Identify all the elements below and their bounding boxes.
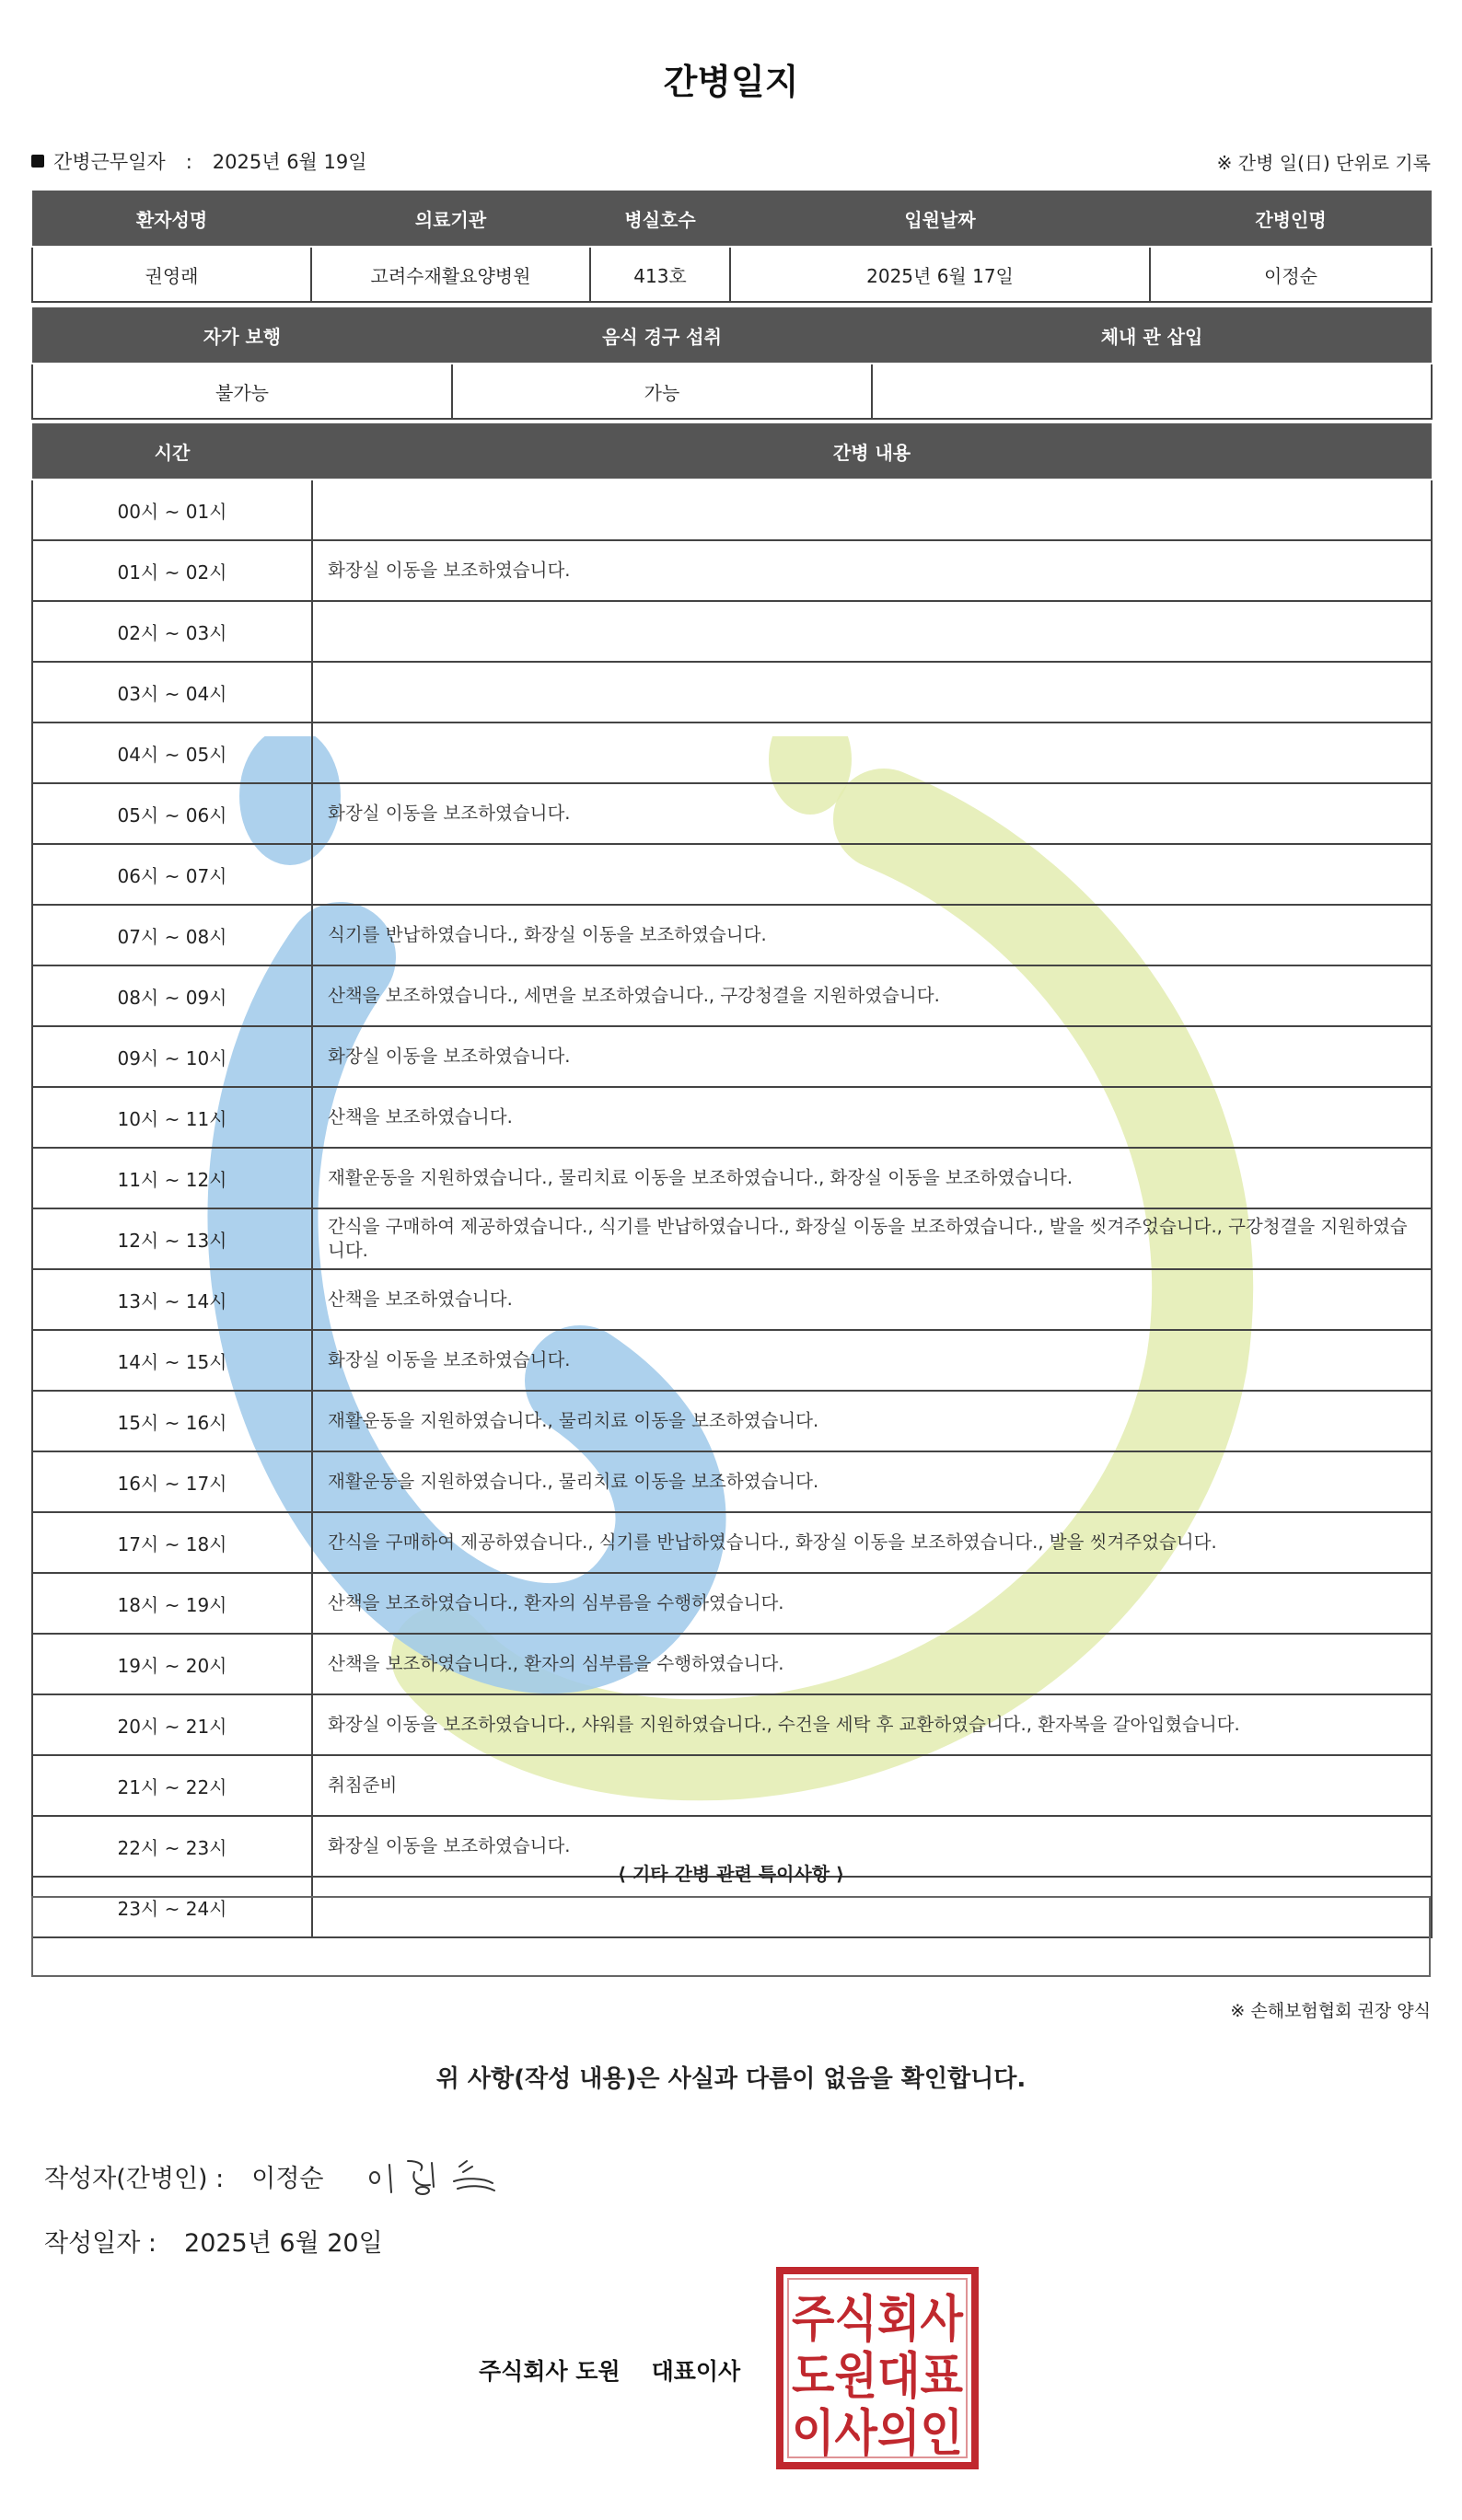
log-row [32,480,1432,540]
written-date-value: 2025년 6월 20일 [184,2229,383,2258]
log-content [312,480,1432,540]
patient-status-table [31,306,1433,420]
log-row [32,905,1432,965]
log-time: 02시 ~ 03시 [32,601,312,662]
log-row [32,783,1432,844]
company-seal-stamp [775,2266,980,2470]
work-date-value: 2025년 6월 19일 [212,151,367,173]
tube-insertion-value [872,364,1432,419]
log-row [32,844,1432,905]
log-content: 산책을 보조하였습니다., 환자의 심부름을 수행하였습니다. [312,1634,1432,1694]
log-time: 09시 ~ 10시 [32,1026,312,1087]
daily-record-note: ※ 간병 일(日) 단위로 기록 [1216,152,1431,174]
log-content: 재활운동을 지원하였습니다., 물리치료 이동을 보조하였습니다. [312,1451,1432,1512]
log-time: 20시 ~ 21시 [32,1694,312,1755]
log-time: 14시 ~ 15시 [32,1330,312,1391]
confirmation-statement: 위 사항(작성 내용)은 사실과 다름이 없음을 확인합니다. [435,2065,1027,2093]
log-content [312,844,1432,905]
admission-date: 2025년 6월 17일 [730,247,1150,302]
work-date-label: 간병근무일자 [53,151,166,173]
header-patient-name: 환자성명 [32,190,311,247]
log-content: 화장실 이동을 보조하였습니다. [312,1816,1432,1877]
log-time: 05시 ~ 06시 [32,783,312,844]
header-hospital: 의료기관 [311,190,590,247]
log-row [32,1391,1432,1451]
caregiver-name: 이정순 [1150,247,1432,302]
remarks-title: ⟨ 기타 간병 관련 특이사항 ⟩ [617,1863,845,1885]
log-content: 식기를 반납하였습니다., 화장실 이동을 보조하였습니다. [312,905,1432,965]
log-time: 16시 ~ 17시 [32,1451,312,1512]
log-time: 10시 ~ 11시 [32,1087,312,1148]
log-time: 00시 ~ 01시 [32,480,312,540]
written-date-row [44,2223,383,2259]
log-row [32,1573,1432,1634]
log-content: 산책을 보조하였습니다., 환자의 심부름을 수행하였습니다. [312,1573,1432,1634]
header-time: 시간 [32,422,312,480]
seal-line-2: 도원대표 [792,2347,963,2405]
header-caregiver: 간병인명 [1150,190,1432,247]
form-source-note: ※ 손해보험협회 권장 양식 [1230,2001,1431,2021]
oral-intake-value: 가능 [452,364,872,419]
log-content: 재활운동을 지원하였습니다., 물리치료 이동을 보조하였습니다., 화장실 이동을 보조하였습니다. [312,1148,1432,1208]
patient-name: 권영래 [32,247,311,302]
log-row [32,662,1432,722]
header-room: 병실호수 [590,190,730,247]
log-row [32,1451,1432,1512]
log-content: 산책을 보조하였습니다., 세면을 보조하였습니다., 구강청결을 지원하였습니다. [312,965,1432,1026]
log-time: 11시 ~ 12시 [32,1148,312,1208]
log-content: 산책을 보조하였습니다. [312,1269,1432,1330]
log-time: 01시 ~ 02시 [32,540,312,601]
log-row [32,1269,1432,1330]
log-time: 04시 ~ 05시 [32,722,312,783]
colon: : [185,151,192,173]
header-care-content: 간병 내용 [312,422,1432,480]
work-date-row [31,147,367,175]
log-row [32,601,1432,662]
company-signature-line [479,2353,740,2387]
log-row [32,1755,1432,1816]
hospital-name: 고려수재활요양병원 [311,247,590,302]
log-content: 재활운동을 지원하였습니다., 물리치료 이동을 보조하였습니다. [312,1391,1432,1451]
log-time: 08시 ~ 09시 [32,965,312,1026]
written-date-label: 작성일자 : [44,2229,157,2258]
handwritten-signature [364,2144,511,2200]
log-content: 화장실 이동을 보조하였습니다. [312,540,1432,601]
walking-value: 불가능 [32,364,452,419]
log-content [312,722,1432,783]
log-row [32,1512,1432,1573]
log-time: 23시 ~ 24시 [32,1877,312,1937]
log-time: 07시 ~ 08시 [32,905,312,965]
header-tube-insertion: 체내 관 삽입 [872,306,1432,364]
writer-name: 이정순 [251,2165,324,2193]
document-title: 간병일지 [663,62,799,102]
company-role: 대표이사 [651,2358,741,2385]
seal-line-1: 주식회사 [792,2290,964,2348]
log-content: 취침준비 [312,1755,1432,1816]
log-content: 산책을 보조하였습니다. [312,1087,1432,1148]
log-content [312,601,1432,662]
log-row [32,1087,1432,1148]
remarks-box [31,1896,1431,1977]
header-walking: 자가 보행 [32,306,452,364]
log-row [32,1026,1432,1087]
log-row [32,1208,1432,1269]
log-row [32,540,1432,601]
log-content [312,662,1432,722]
room-number: 413호 [590,247,730,302]
patient-info-table [31,189,1433,303]
log-row [32,1330,1432,1391]
hourly-care-log-table [31,422,1433,1938]
log-row [32,1148,1432,1208]
log-time: 15시 ~ 16시 [32,1391,312,1451]
log-content: 화장실 이동을 보조하였습니다. [312,783,1432,844]
log-time: 21시 ~ 22시 [32,1755,312,1816]
log-row [32,965,1432,1026]
log-content: 화장실 이동을 보조하였습니다. [312,1026,1432,1087]
bullet-square-icon [31,155,44,168]
log-content: 화장실 이동을 보조하였습니다., 샤워를 지원하였습니다., 수건을 세탁 후 교환하였습니다., 환자복을 갈아입혔습니다. [312,1694,1432,1755]
header-oral-intake: 음식 경구 섭취 [452,306,872,364]
log-time: 06시 ~ 07시 [32,844,312,905]
log-time: 22시 ~ 23시 [32,1816,312,1877]
writer-label: 작성자(간병인) : [44,2165,225,2193]
log-content: 간식을 구매하여 제공하였습니다., 식기를 반납하였습니다., 화장실 이동을 보조하였습니다., 발을 씻겨주었습니다. [312,1512,1432,1573]
log-row [32,1634,1432,1694]
log-time: 17시 ~ 18시 [32,1512,312,1573]
company-name: 주식회사 도원 [479,2358,621,2385]
writer-row [44,2158,324,2194]
log-row [32,1694,1432,1755]
log-time: 13시 ~ 14시 [32,1269,312,1330]
log-time: 18시 ~ 19시 [32,1573,312,1634]
log-row [32,722,1432,783]
log-time: 12시 ~ 13시 [32,1208,312,1269]
log-time: 03시 ~ 04시 [32,662,312,722]
header-admission-date: 입원날짜 [730,190,1150,247]
seal-line-3: 이사의인 [792,2404,963,2462]
log-time: 19시 ~ 20시 [32,1634,312,1694]
log-content: 간식을 구매하여 제공하였습니다., 식기를 반납하였습니다., 화장실 이동을 보조하였습니다., 발을 씻겨주었습니다., 구강청결을 지원하였습니다. [312,1208,1432,1269]
log-content: 화장실 이동을 보조하였습니다. [312,1330,1432,1391]
